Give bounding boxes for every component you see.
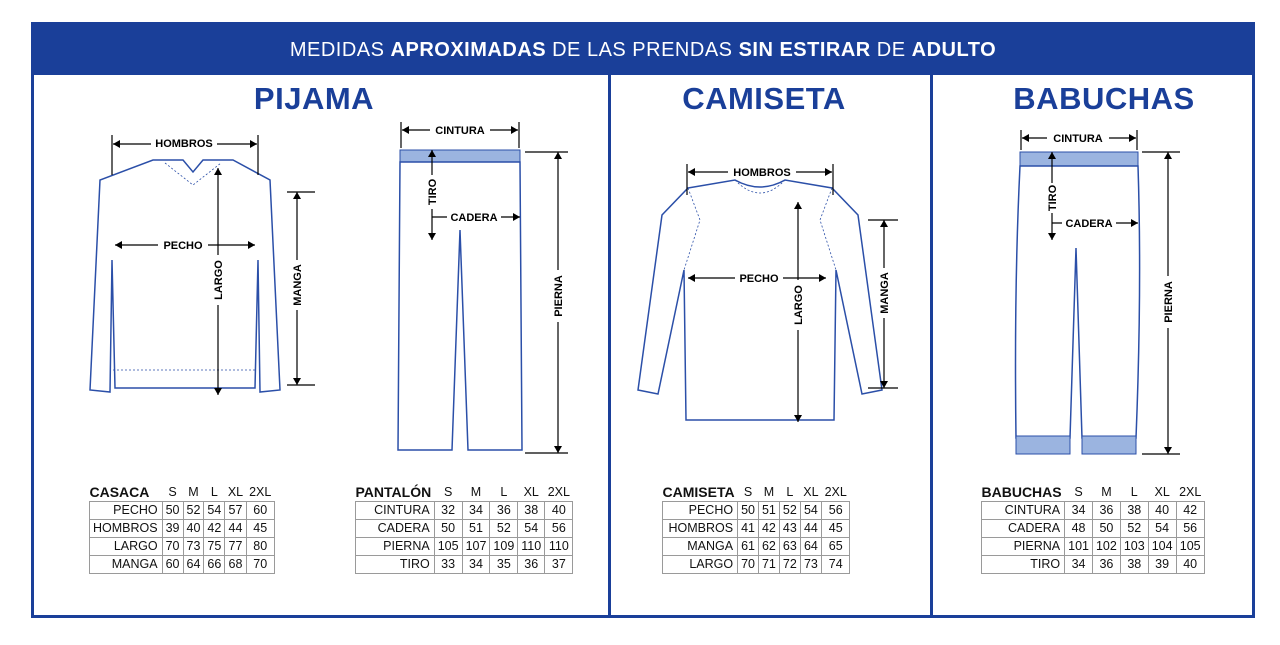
table-cell: 73 [800, 555, 821, 573]
table-cell: 36 [490, 501, 518, 519]
table-cell: 63 [779, 537, 800, 555]
table-cell: 57 [225, 501, 246, 519]
camiseta-size-table [662, 483, 850, 574]
table-cell: 54 [800, 501, 821, 519]
row-label: HOMBROS [90, 519, 163, 537]
table-cell: 51 [758, 501, 779, 519]
table-cell: 80 [246, 537, 274, 555]
table-cell: 60 [246, 501, 274, 519]
table-cell: 72 [779, 555, 800, 573]
table-cell: 74 [822, 555, 850, 573]
table-cell: 70 [246, 555, 274, 573]
size-header: M [462, 483, 490, 501]
table-cell: 71 [758, 555, 779, 573]
table-cell: 36 [1092, 555, 1120, 573]
table-cell: 50 [162, 501, 183, 519]
table-cell: 34 [1065, 555, 1093, 573]
table-cell: 36 [1092, 501, 1120, 519]
pantalon-cadera-label: CADERA [450, 212, 498, 224]
table-cell: 36 [518, 555, 545, 573]
table-row [90, 519, 275, 537]
table-cell: 54 [1148, 519, 1176, 537]
babuchas-cintura-label: CINTURA [1053, 133, 1103, 145]
size-header: S [162, 483, 183, 501]
table-cell: 40 [545, 501, 573, 519]
table-cell: 52 [1120, 519, 1148, 537]
table-row [90, 555, 275, 573]
table-cell: 103 [1120, 537, 1148, 555]
table-cell: 50 [738, 501, 759, 519]
size-header: XL [1148, 483, 1176, 501]
size-header: L [1120, 483, 1148, 501]
table-cell: 41 [738, 519, 759, 537]
row-label: TIRO [356, 555, 435, 573]
table-cell: 61 [738, 537, 759, 555]
table-cell: 51 [462, 519, 490, 537]
table-cell: 45 [246, 519, 274, 537]
table-row [982, 519, 1205, 537]
pantalon-size-table [355, 483, 573, 574]
table-cell: 34 [462, 501, 490, 519]
table-cell: 105 [434, 537, 462, 555]
table-cell: 54 [204, 501, 225, 519]
table-cell: 52 [490, 519, 518, 537]
row-label: CINTURA [982, 501, 1065, 519]
table-cell: 68 [225, 555, 246, 573]
table-row [982, 501, 1205, 519]
section-title-camiseta: CAMISETA [682, 81, 846, 116]
table-cell: 70 [738, 555, 759, 573]
row-label: TIRO [982, 555, 1065, 573]
table-cell: 104 [1148, 537, 1176, 555]
table-cell: 65 [822, 537, 850, 555]
banner-text-3: DE LAS PRENDAS [546, 38, 739, 61]
camiseta-hombros-label: HOMBROS [733, 167, 791, 179]
size-header: 2XL [246, 483, 274, 501]
table-cell: 66 [204, 555, 225, 573]
pantalon-tiro-label: TIRO [427, 178, 439, 206]
table-cell: 40 [1148, 501, 1176, 519]
table-cell: 56 [1176, 519, 1204, 537]
table-cell: 52 [779, 501, 800, 519]
table-cell: 37 [545, 555, 573, 573]
camiseta-pecho-label: PECHO [739, 273, 779, 285]
table-cell: 40 [1176, 555, 1204, 573]
section-divider [608, 75, 611, 618]
table-cell: 38 [1120, 501, 1148, 519]
banner-text-1: MEDIDAS [289, 38, 391, 61]
section-title-pijama: PIJAMA [253, 81, 375, 116]
babuchas-cadera-label: CADERA [1065, 218, 1113, 230]
table-cell: 56 [822, 501, 850, 519]
size-header: S [738, 483, 759, 501]
casaca-pecho-label: PECHO [163, 240, 203, 252]
table-cell: 43 [779, 519, 800, 537]
size-header: M [1092, 483, 1120, 501]
size-header: L [779, 483, 800, 501]
size-header: S [434, 483, 462, 501]
babuchas-tiro-label: TIRO [1047, 184, 1059, 212]
table-cell: 101 [1065, 537, 1093, 555]
size-header: M [758, 483, 779, 501]
size-header: 2XL [1176, 483, 1204, 501]
size-header: 2XL [822, 483, 850, 501]
size-header: S [1065, 483, 1093, 501]
table-cell: 42 [758, 519, 779, 537]
table-cell: 40 [183, 519, 204, 537]
babuchas-size-table [981, 483, 1205, 574]
table-row [356, 555, 573, 573]
pantalon-cintura-label: CINTURA [435, 125, 485, 137]
camiseta-diagram [640, 160, 910, 430]
table-cell: 109 [490, 537, 518, 555]
casaca-size-table [89, 483, 275, 574]
table-row [356, 519, 573, 537]
table-cell: 38 [1120, 555, 1148, 573]
table-cell: 75 [204, 537, 225, 555]
casaca-manga-label: MANGA [292, 264, 304, 306]
banner-text-2: APROXIMADAS [390, 38, 547, 61]
row-label: CINTURA [356, 501, 435, 519]
table-cell: 33 [434, 555, 462, 573]
table-cell: 107 [462, 537, 490, 555]
section-title-babuchas: BABUCHAS [1013, 81, 1195, 116]
table-cell: 102 [1092, 537, 1120, 555]
table-header-row [90, 483, 275, 501]
table-row [356, 501, 573, 519]
table-cell: 56 [545, 519, 573, 537]
row-label: CADERA [356, 519, 435, 537]
pantalon-diagram [390, 120, 580, 460]
table-cell: 54 [518, 519, 545, 537]
row-label: PIERNA [982, 537, 1065, 555]
table-row [982, 537, 1205, 555]
table-title: CASACA [90, 483, 163, 501]
table-title: CAMISETA [663, 483, 738, 501]
size-header: XL [800, 483, 821, 501]
table-cell: 64 [183, 555, 204, 573]
row-label: PIERNA [356, 537, 435, 555]
casaca-diagram [75, 130, 335, 405]
table-cell: 35 [490, 555, 518, 573]
row-label: PECHO [663, 501, 738, 519]
table-cell: 34 [462, 555, 490, 573]
size-header: 2XL [545, 483, 573, 501]
row-label: LARGO [90, 537, 163, 555]
row-label: MANGA [663, 537, 738, 555]
table-cell: 42 [204, 519, 225, 537]
table-header-row [982, 483, 1205, 501]
row-label: CADERA [982, 519, 1065, 537]
babuchas-diagram [1010, 128, 1200, 458]
table-row [90, 501, 275, 519]
table-cell: 39 [162, 519, 183, 537]
table-cell: 39 [1148, 555, 1176, 573]
table-row [663, 501, 850, 519]
table-cell: 77 [225, 537, 246, 555]
table-cell: 48 [1065, 519, 1093, 537]
table-row [982, 555, 1205, 573]
banner-text-5: DE [870, 38, 912, 61]
table-cell: 45 [822, 519, 850, 537]
header-banner [34, 25, 1252, 75]
table-cell: 52 [183, 501, 204, 519]
size-header: XL [225, 483, 246, 501]
table-cell: 32 [434, 501, 462, 519]
table-title: PANTALÓN [356, 483, 435, 501]
size-header: XL [518, 483, 545, 501]
size-header: L [204, 483, 225, 501]
table-cell: 38 [518, 501, 545, 519]
table-cell: 70 [162, 537, 183, 555]
section-divider [930, 75, 933, 618]
table-header-row [663, 483, 850, 501]
casaca-largo-label: LARGO [213, 260, 225, 300]
table-row [663, 537, 850, 555]
table-cell: 44 [225, 519, 246, 537]
table-cell: 50 [1092, 519, 1120, 537]
table-row [663, 519, 850, 537]
pantalon-pierna-label: PIERNA [553, 275, 565, 317]
table-cell: 64 [800, 537, 821, 555]
row-label: LARGO [663, 555, 738, 573]
table-cell: 44 [800, 519, 821, 537]
table-cell: 60 [162, 555, 183, 573]
table-row [356, 537, 573, 555]
size-header: L [490, 483, 518, 501]
table-title: BABUCHAS [982, 483, 1065, 501]
camiseta-largo-label: LARGO [793, 285, 805, 325]
camiseta-manga-label: MANGA [879, 272, 891, 314]
table-row [90, 537, 275, 555]
size-header: M [183, 483, 204, 501]
table-cell: 73 [183, 537, 204, 555]
babuchas-pierna-label: PIERNA [1163, 281, 1175, 323]
table-cell: 50 [434, 519, 462, 537]
table-cell: 110 [545, 537, 573, 555]
casaca-hombros-label: HOMBROS [155, 138, 213, 150]
banner-text-4: SIN ESTIRAR [738, 38, 871, 61]
row-label: MANGA [90, 555, 163, 573]
table-cell: 105 [1176, 537, 1204, 555]
table-cell: 42 [1176, 501, 1204, 519]
row-label: PECHO [90, 501, 163, 519]
table-cell: 34 [1065, 501, 1093, 519]
banner-text-6: ADULTO [911, 38, 997, 61]
table-header-row [356, 483, 573, 501]
table-cell: 62 [758, 537, 779, 555]
row-label: HOMBROS [663, 519, 738, 537]
table-row [663, 555, 850, 573]
table-cell: 110 [518, 537, 545, 555]
